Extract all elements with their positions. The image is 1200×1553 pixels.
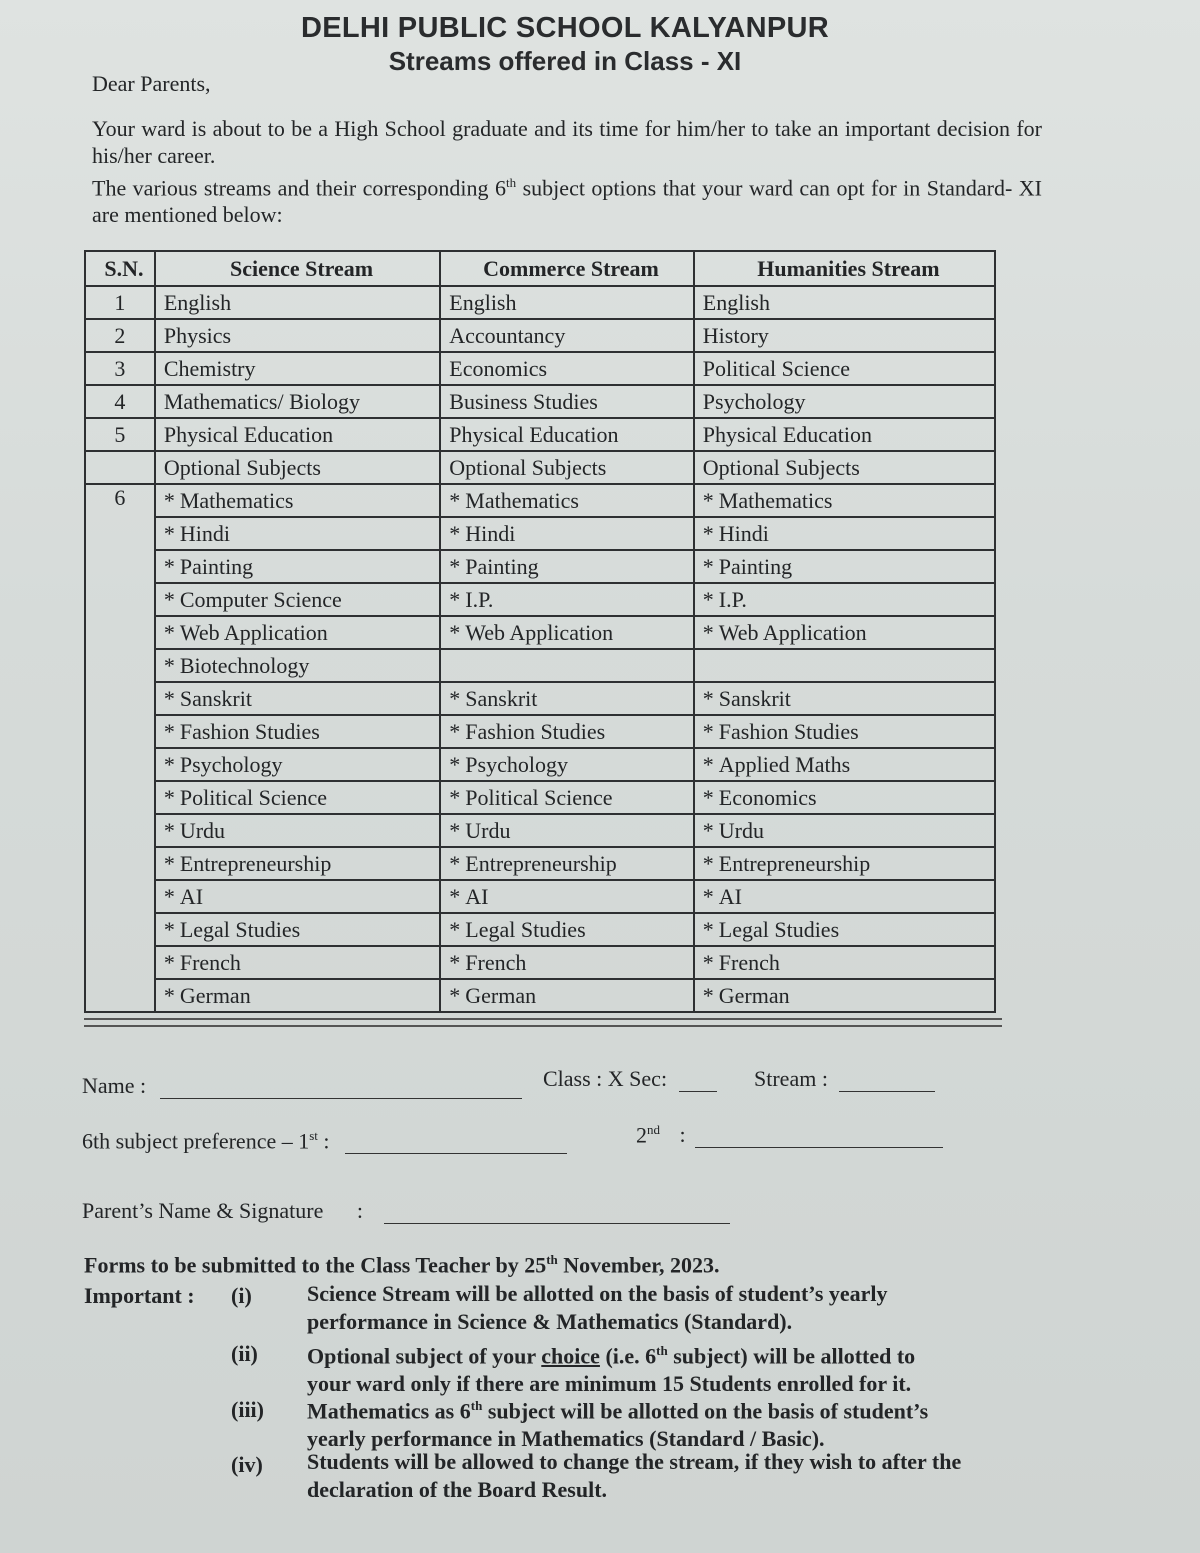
humanities-cell: History: [694, 319, 995, 352]
bullet-icon: *: [449, 916, 461, 942]
class-label: Class : X Sec:: [543, 1066, 668, 1091]
subject-name: French: [465, 949, 527, 975]
pref-colon-1: :: [317, 1128, 330, 1154]
sn-cell: 1: [85, 286, 155, 319]
table-row: [85, 913, 995, 946]
note-1-line-2: performance in Science & Mathematics (Standard).: [307, 1309, 793, 1334]
commerce-cell: [440, 484, 694, 517]
science-cell: [155, 550, 440, 583]
subject-name: Painting: [179, 553, 254, 579]
humanities-cell: [694, 517, 995, 550]
class-row: [543, 1066, 717, 1092]
table-row: [85, 583, 995, 616]
submit-pre: Forms to be submitted to the Class Teacher by 25: [84, 1252, 547, 1278]
table-row: [85, 517, 995, 550]
pref-label: 6th subject preference – 1: [82, 1128, 310, 1154]
pref-sup-2: nd: [647, 1122, 660, 1137]
sn-cell: 4: [85, 385, 155, 418]
subject-name: Urdu: [179, 817, 226, 843]
note-item-2: [307, 1337, 915, 1398]
subject-name: Mathematics: [465, 487, 579, 513]
subject-name: Mathematics: [179, 487, 294, 513]
bullet-icon: *: [163, 883, 175, 909]
pref2-colon: :: [679, 1122, 686, 1148]
bullet-icon: *: [449, 817, 461, 843]
note-3-sup: th: [470, 1398, 483, 1413]
bullet-icon: *: [449, 850, 461, 876]
note-number: (iv): [231, 1452, 263, 1477]
bullet-icon: *: [449, 784, 461, 810]
submit-post: November, 2023.: [557, 1252, 720, 1278]
bullet-icon: *: [163, 916, 175, 942]
note-number: (iii): [231, 1397, 264, 1422]
subject-name: Web Application: [718, 619, 867, 645]
header-science: Science Stream: [155, 251, 440, 286]
humanities-cell: [694, 484, 995, 517]
bullet-icon: *: [163, 487, 175, 513]
commerce-cell: [440, 550, 694, 583]
science-cell: [155, 517, 440, 550]
bullet-icon: *: [449, 949, 461, 975]
note-4-line-2: declaration of the Board Result.: [307, 1477, 608, 1502]
parent-label: Parent’s Name & Signature: [82, 1198, 324, 1223]
subject-name: Biotechnology: [179, 652, 310, 678]
bullet-icon: *: [702, 487, 714, 513]
science-cell: [155, 715, 440, 748]
stream-row: [754, 1066, 935, 1092]
subject-name: Sanskrit: [718, 685, 791, 711]
bullet-icon: *: [163, 718, 175, 744]
commerce-cell: [440, 649, 694, 682]
bullet-icon: *: [702, 553, 714, 579]
bullet-icon: *: [702, 586, 714, 612]
commerce-cell: [440, 979, 694, 1012]
submission-note: [84, 1252, 720, 1278]
header-sn: S.N.: [85, 251, 155, 286]
subject-name: Fashion Studies: [718, 718, 859, 744]
sn-cell: 2: [85, 319, 155, 352]
intro-p2-post: subject options that your ward can opt for in Standard- XI are mentioned below:: [92, 175, 1043, 228]
bullet-icon: *: [449, 982, 461, 1008]
subject-name: I.P.: [465, 586, 494, 612]
table-row: [85, 847, 995, 880]
table-row: [85, 352, 995, 385]
preference-row-1: [82, 1128, 567, 1154]
bullet-icon: *: [449, 586, 461, 612]
table-row: [85, 286, 995, 319]
subject-name: Psychology: [179, 751, 283, 777]
table-row: [85, 715, 995, 748]
humanities-cell: [694, 748, 995, 781]
science-cell: [155, 781, 440, 814]
bullet-icon: *: [449, 520, 461, 546]
subject-name: Painting: [718, 553, 793, 579]
name-label: Name :: [82, 1073, 147, 1098]
optional-heading-humanities: Optional Subjects: [694, 451, 995, 484]
science-cell: [155, 616, 440, 649]
science-cell: [155, 583, 440, 616]
commerce-cell: [440, 880, 694, 913]
note-number: (i): [231, 1283, 252, 1308]
science-cell: English: [155, 286, 440, 319]
subject-name: Painting: [465, 553, 539, 579]
parent-signature-field[interactable]: [384, 1223, 730, 1224]
subject-name: French: [179, 949, 241, 975]
bullet-icon: *: [163, 586, 175, 612]
bullet-icon: *: [163, 520, 175, 546]
bullet-icon: *: [702, 718, 714, 744]
divider: [84, 1018, 1002, 1027]
subject-name: Economics: [718, 784, 817, 810]
humanities-cell: [694, 880, 995, 913]
subject-name: I.P.: [718, 586, 747, 612]
table-row: [85, 550, 995, 583]
commerce-cell: [440, 748, 694, 781]
streams-table: [84, 250, 996, 1013]
bullet-icon: *: [163, 685, 175, 711]
note-2-d: subject) will be allotted to: [667, 1343, 916, 1369]
optional-heading-row: [85, 451, 995, 484]
humanities-cell: [694, 979, 995, 1012]
humanities-cell: Political Science: [694, 352, 995, 385]
sn-cell: 6: [85, 484, 155, 1012]
note-item-1: [307, 1280, 888, 1336]
humanities-cell: [694, 649, 995, 682]
commerce-cell: Physical Education: [440, 418, 694, 451]
commerce-cell: [440, 946, 694, 979]
subject-name: Entrepreneurship: [179, 850, 332, 876]
note-3-line-1: [307, 1392, 928, 1425]
humanities-cell: English: [694, 286, 995, 319]
bullet-icon: *: [702, 619, 714, 645]
science-cell: Physical Education: [155, 418, 440, 451]
subject-name: Fashion Studies: [179, 718, 320, 744]
commerce-cell: [440, 682, 694, 715]
intro-paragraph-2: [92, 169, 1042, 228]
humanities-cell: [694, 913, 995, 946]
bullet-icon: *: [163, 751, 175, 777]
note-2-choice: choice: [541, 1343, 600, 1369]
header-commerce: Commerce Stream: [440, 251, 694, 286]
humanities-cell: [694, 814, 995, 847]
table-row: [85, 319, 995, 352]
sn-cell: 5: [85, 418, 155, 451]
humanities-cell: [694, 550, 995, 583]
commerce-cell: [440, 583, 694, 616]
commerce-cell: English: [440, 286, 694, 319]
bullet-icon: *: [702, 982, 714, 1008]
table-row: [85, 385, 995, 418]
science-cell: [155, 814, 440, 847]
bullet-icon: *: [449, 751, 461, 777]
subject-name: Web Application: [179, 619, 328, 645]
commerce-cell: [440, 616, 694, 649]
subject-name: AI: [179, 883, 204, 909]
science-cell: [155, 682, 440, 715]
science-cell: [155, 748, 440, 781]
bullet-icon: *: [702, 916, 714, 942]
subject-name: Legal Studies: [179, 916, 301, 942]
subject-name: Political Science: [465, 784, 613, 810]
bullet-icon: *: [449, 685, 461, 711]
humanities-cell: [694, 946, 995, 979]
bullet-icon: *: [449, 553, 461, 579]
bullet-icon: *: [163, 553, 175, 579]
subject-name: German: [465, 982, 537, 1008]
subject-name: Legal Studies: [465, 916, 586, 942]
bullet-icon: *: [163, 817, 175, 843]
bullet-icon: *: [163, 982, 175, 1008]
humanities-cell: [694, 616, 995, 649]
pref2-label: 2: [636, 1122, 647, 1148]
humanities-cell: Physical Education: [694, 418, 995, 451]
subject-name: German: [718, 982, 790, 1008]
intro-paragraph-1: Your ward is about to be a High School graduate and its time for him/her to take an important decision for his/her career.: [92, 116, 1042, 168]
subject-name: Urdu: [718, 817, 764, 843]
subject-name: German: [179, 982, 251, 1008]
subject-name: AI: [465, 883, 489, 909]
subject-name: Hindi: [718, 520, 769, 546]
school-name: DELHI PUBLIC SCHOOL KALYANPUR: [300, 12, 830, 44]
table-body: [85, 286, 995, 1012]
sn-cell: 3: [85, 352, 155, 385]
bullet-icon: *: [449, 883, 461, 909]
document-subtitle: Streams offered in Class - XI: [388, 46, 742, 76]
science-cell: [155, 880, 440, 913]
table-row: [85, 781, 995, 814]
commerce-cell: [440, 847, 694, 880]
table-header-row: [85, 251, 995, 286]
subject-name: Entrepreneurship: [465, 850, 617, 876]
bullet-icon: *: [163, 850, 175, 876]
optional-heading-commerce: Optional Subjects: [440, 451, 694, 484]
science-cell: [155, 946, 440, 979]
commerce-cell: [440, 715, 694, 748]
subject-name: Web Application: [465, 619, 614, 645]
stream-label: Stream :: [754, 1066, 828, 1091]
pref-sup-1: st: [309, 1128, 318, 1143]
table-row: [85, 979, 995, 1012]
humanities-cell: Psychology: [694, 385, 995, 418]
bullet-icon: *: [163, 949, 175, 975]
subject-name: Fashion Studies: [465, 718, 606, 744]
note-item-4: [307, 1448, 961, 1504]
humanities-cell: [694, 682, 995, 715]
note-3-line-2: yearly performance in Mathematics (Standard / Basic).: [307, 1426, 825, 1452]
name-field[interactable]: [160, 1098, 522, 1099]
bullet-icon: *: [449, 487, 461, 513]
commerce-cell: Accountancy: [440, 319, 694, 352]
stream-field[interactable]: [839, 1091, 935, 1092]
subject-name: Hindi: [179, 520, 230, 546]
salutation: Dear Parents,: [92, 71, 211, 96]
subject-name: Entrepreneurship: [718, 850, 871, 876]
subject-name: French: [718, 949, 780, 975]
table-row: [85, 484, 995, 517]
note-2-line-1: [307, 1337, 915, 1370]
bullet-icon: *: [702, 751, 714, 777]
bullet-icon: *: [702, 949, 714, 975]
bullet-icon: *: [702, 784, 714, 810]
bullet-icon: *: [449, 619, 461, 645]
note-2-sup: th: [656, 1343, 668, 1358]
bullet-icon: *: [163, 619, 175, 645]
humanities-cell: [694, 847, 995, 880]
humanities-cell: [694, 781, 995, 814]
subject-name: Sanskrit: [465, 685, 538, 711]
intro-p2-pre: The various streams and their corresponding 6: [92, 175, 507, 201]
science-cell: [155, 847, 440, 880]
second-preference-field[interactable]: [695, 1147, 943, 1148]
subject-name: Political Science: [179, 784, 328, 810]
commerce-cell: [440, 814, 694, 847]
note-3-b: subject will be allotted on the basis of student’s: [482, 1398, 929, 1424]
note-number: (ii): [231, 1341, 258, 1366]
intro-text: [92, 115, 1042, 228]
subject-name: Psychology: [465, 751, 568, 777]
bullet-icon: *: [702, 817, 714, 843]
parent-row: [82, 1198, 730, 1224]
science-cell: Mathematics/ Biology: [155, 385, 440, 418]
science-cell: Physics: [155, 319, 440, 352]
submit-sup: th: [546, 1252, 558, 1267]
optional-heading-science: Optional Subjects: [155, 451, 440, 484]
commerce-cell: Business Studies: [440, 385, 694, 418]
table-row: [85, 649, 995, 682]
note-2-line-2: your ward only if there are minimum 15 Students enrolled for it.: [307, 1371, 912, 1397]
table-row: [85, 814, 995, 847]
bullet-icon: *: [449, 718, 461, 744]
science-cell: [155, 649, 440, 682]
humanities-cell: [694, 583, 995, 616]
bullet-icon: *: [163, 652, 175, 678]
subject-name: Applied Maths: [718, 751, 851, 777]
commerce-cell: [440, 913, 694, 946]
commerce-cell: [440, 517, 694, 550]
intro-p2-sup: th: [506, 175, 517, 190]
commerce-cell: [440, 781, 694, 814]
subject-name: Sanskrit: [179, 685, 252, 711]
header-humanities: Humanities Stream: [694, 251, 995, 286]
table-row: [85, 880, 995, 913]
bullet-icon: *: [702, 883, 714, 909]
subject-name: Legal Studies: [718, 916, 840, 942]
science-cell: [155, 484, 440, 517]
note-3-a: Mathematics as 6: [307, 1398, 471, 1424]
humanities-cell: [694, 715, 995, 748]
subject-name: Computer Science: [179, 586, 342, 612]
table-row: [85, 682, 995, 715]
bullet-icon: *: [163, 784, 175, 810]
preference-row-2: [636, 1122, 943, 1148]
bullet-icon: *: [702, 520, 714, 546]
table-row: [85, 616, 995, 649]
subject-name: Urdu: [465, 817, 511, 843]
note-4-line-1: Students will be allowed to change the stream, if they wish to after the: [307, 1449, 962, 1474]
subject-name: Hindi: [465, 520, 516, 546]
table-row: [85, 748, 995, 781]
table-row: [85, 946, 995, 979]
name-row: [82, 1073, 522, 1099]
important-label: Important :: [84, 1283, 195, 1308]
section-field[interactable]: [679, 1091, 717, 1092]
science-cell: [155, 913, 440, 946]
note-2-c: (i.e. 6: [599, 1343, 657, 1369]
science-cell: Chemistry: [155, 352, 440, 385]
parent-colon: :: [356, 1198, 363, 1223]
subject-name: AI: [718, 883, 742, 909]
commerce-cell: Economics: [440, 352, 694, 385]
science-cell: [155, 979, 440, 1012]
bullet-icon: *: [702, 685, 714, 711]
note-1-line-1: Science Stream will be allotted on the basis of student’s yearly: [307, 1281, 888, 1306]
note-item-3: [307, 1392, 928, 1453]
subject-name: Mathematics: [718, 487, 833, 513]
bullet-icon: *: [702, 850, 714, 876]
note-2-a: Optional subject of your: [307, 1343, 542, 1369]
first-preference-field[interactable]: [345, 1153, 567, 1154]
sn-cell: [85, 451, 155, 484]
table-row: [85, 418, 995, 451]
